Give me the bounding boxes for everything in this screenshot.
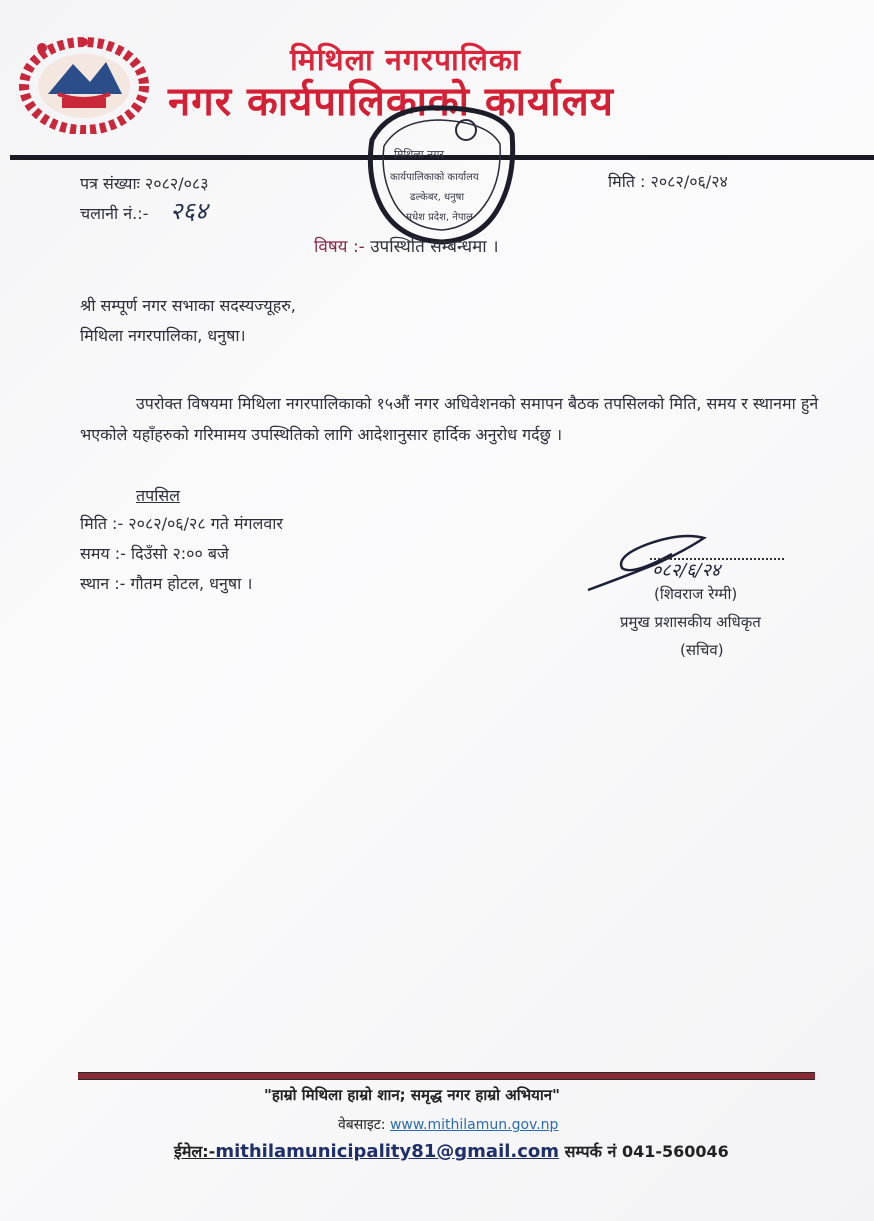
office-stamp-icon [360, 100, 520, 250]
signature-date: ०८२/६/२४ [652, 560, 721, 581]
email-link[interactable]: mithilamunicipality81@gmail.com [215, 1141, 560, 1162]
subject-label: विषय :- [314, 237, 365, 257]
reference-number: पत्र संख्याः २०८२/०८३ [80, 174, 209, 193]
schedule-time: समय :- दिउँसो २:०० बजे [80, 544, 229, 563]
signatory-name: (शिवराज रेग्मी) [654, 585, 738, 603]
addressee-line-2: मिथिला नगरपालिका, धनुषा। [80, 326, 246, 345]
letter-date: मिति : २०८२/०६/२४ [608, 172, 728, 191]
seal-line-3: ढल्केबर, धनुषा [410, 192, 465, 203]
footer-divider [78, 1072, 815, 1080]
email-label: ईमेल:- [174, 1142, 216, 1161]
signatory-designation: प्रमुख प्रशासकीय अधिकृत [620, 613, 761, 631]
schedule-heading: तपसिल [136, 486, 181, 505]
footer-slogan: "हाम्रो मिथिला हाम्रो शान; समृद्ध नगर हाम्रो अभियान" [264, 1086, 560, 1104]
seal-line-1: मिथिला नगर [394, 148, 444, 161]
contact-number: सम्पर्क नं 041-560046 [564, 1142, 729, 1161]
website-link[interactable]: www.mithilamun.gov.np [389, 1117, 559, 1133]
addressee-line-1: श्री सम्पूर्ण नगर सभाका सदस्यज्यूहरु, [80, 296, 296, 315]
dispatch-label: चलानी नं.:- [80, 204, 149, 223]
signatory-role: (सचिव) [680, 641, 724, 659]
seal-line-4: मधेश प्रदेश, नेपाल [406, 212, 473, 223]
website-label: वेबसाइट: [338, 1117, 386, 1133]
subject-text: उपस्थिति सम्बन्धमा । [370, 237, 499, 257]
footer-contact-line [174, 1140, 729, 1162]
subject-line [314, 234, 499, 257]
office-title: मिथिला नगरपालिका [290, 43, 521, 78]
footer-website-line [338, 1115, 558, 1134]
letter-body: उपरोक्त विषयमा मिथिला नगरपालिकाको १५औं नगर अधिवेशनको समापन बैठक तपसिलको मिति, समय र स्थानमा हुने भएकोले यहाँहरुको गरिमामय उपस्थितिको लागि आदेशानुसार हार्दिक अनुरोध गर्दछु । [80, 394, 819, 444]
office-subtitle: नगर कार्यपालिकाको कार्यालय [168, 79, 614, 125]
dispatch-number: २६४ [170, 197, 208, 225]
nepal-emblem-icon [18, 34, 150, 134]
seal-line-2: कार्यपालिकाको कार्यालय [390, 172, 479, 183]
schedule-date: मिति :- २०८२/०६/२८ गते मंगलवार [80, 514, 283, 533]
schedule-place: स्थान :- गौतम होटल, धनुषा । [80, 574, 253, 593]
signature-line [650, 558, 784, 560]
